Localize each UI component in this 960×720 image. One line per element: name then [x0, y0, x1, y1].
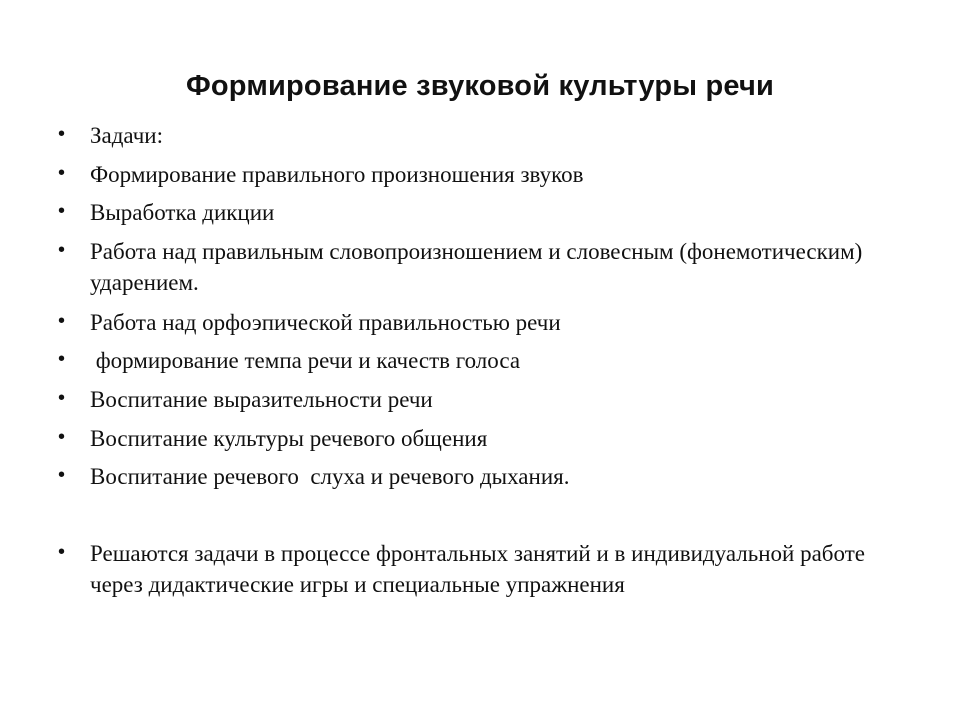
list-item-text: Решаются задачи в процессе фронтальных занятий и в индивидуальной работе через дидактические игры и специальные упражнения: [90, 541, 871, 597]
list-item-text: Воспитание культуры речевого общения: [90, 426, 488, 451]
bullet-icon: •: [58, 426, 66, 448]
list-item: [58, 461, 918, 492]
bullet-icon: •: [58, 200, 66, 222]
slide-title: Формирование звуковой культуры речи: [185, 70, 775, 102]
list-item-text: Воспитание выразительности речи: [90, 387, 433, 412]
list-item: [58, 197, 918, 228]
list-item-text: формирование темпа речи и качеств голоса: [90, 348, 521, 373]
list-item: [58, 159, 918, 190]
bullet-icon: •: [58, 162, 66, 184]
list-item-text: Выработка дикции: [90, 200, 275, 225]
list-item: [58, 345, 918, 376]
bullet-icon: •: [58, 387, 66, 409]
list-item: [58, 538, 918, 600]
list-item: [58, 236, 918, 298]
bullet-icon: •: [58, 348, 66, 370]
bullet-icon: •: [58, 239, 66, 261]
list-item-text: Воспитание речевого слуха и речевого дыхания.: [90, 464, 570, 489]
bullet-icon: •: [58, 310, 66, 332]
list-item: [58, 423, 918, 454]
list-item-text: Работа над орфоэпической правильностью речи: [90, 310, 561, 335]
list-item-text: Задачи:: [90, 123, 163, 148]
list-item: [58, 120, 918, 151]
list-item-text: Формирование правильного произношения звуков: [90, 162, 584, 187]
list-item: [58, 384, 918, 415]
bullet-icon: •: [58, 464, 66, 486]
list-item: [58, 307, 918, 338]
bullet-icon: •: [58, 541, 66, 563]
bullet-icon: •: [58, 123, 66, 145]
list-item-text: Работа над правильным словопроизношением и словесным (фонемотическим) ударением.: [90, 239, 869, 295]
